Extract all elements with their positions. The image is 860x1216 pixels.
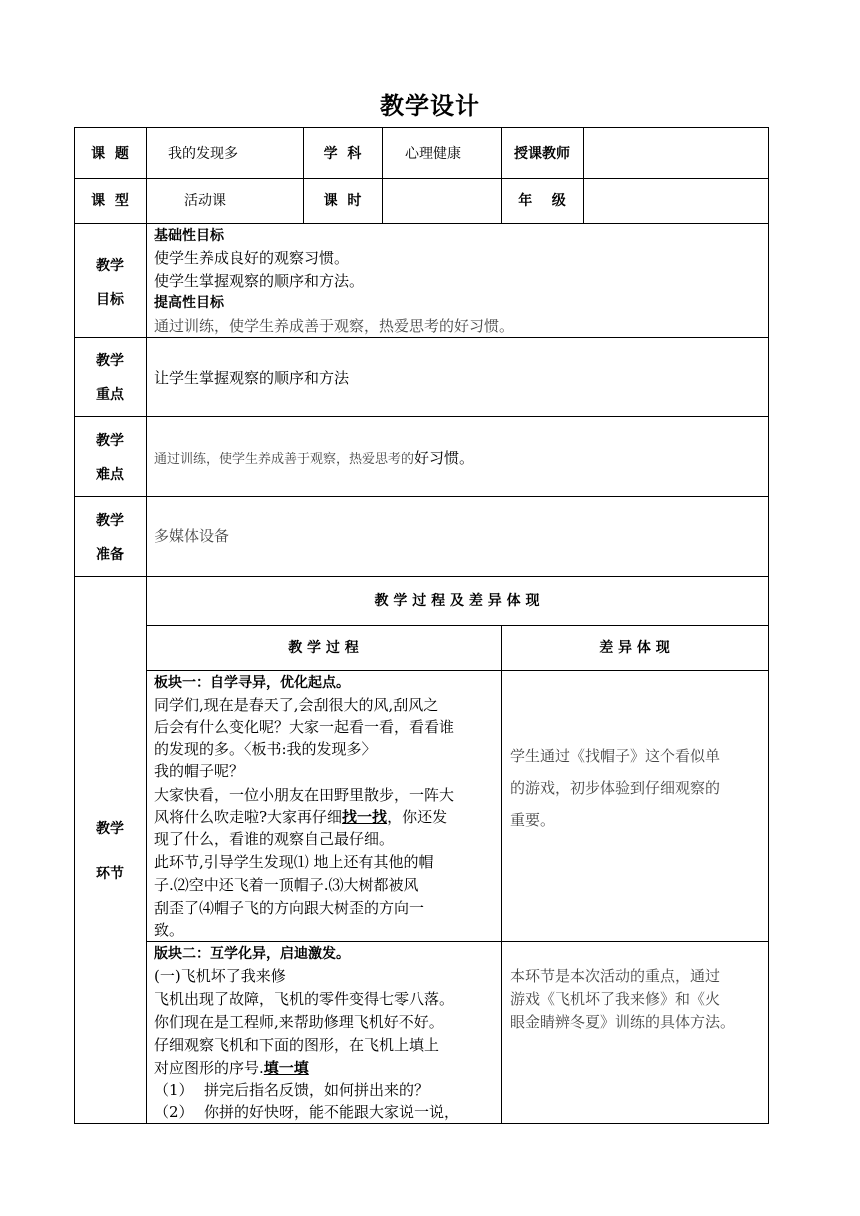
label-teacher: 授课教师 <box>514 146 570 162</box>
col-process-header: 教 学 过 程 <box>288 640 359 656</box>
basic-heading: 基础性目标 <box>154 228 224 244</box>
difficulty-text-a: 通过训练，使学生养成善于观察，热爱思考的 <box>154 452 415 467</box>
block2-line: 仔细观察飞机和下面的图形，在飞机上填上 <box>154 1036 440 1054</box>
block1-line: 现了什么，看谁的观察自己最仔细。 <box>154 830 395 848</box>
process-label-2: 环节 <box>96 866 124 882</box>
prep-label-1: 教学 <box>96 513 124 529</box>
basic-objective-2: 使学生掌握观察的顺序和方法。 <box>154 272 365 290</box>
block1-line: 同学们,现在是春天了,会刮很大的风,刮风之 <box>154 696 439 714</box>
block1-line: 我的帽子呢？ <box>154 762 245 780</box>
label-grade: 年 级 <box>518 193 566 209</box>
block1-line: 大家快看，一位小朋友在田野里散步，一阵大 <box>154 786 455 804</box>
difficulty-label-1: 教学 <box>96 433 124 449</box>
prep-text: 多媒体设备 <box>154 527 230 545</box>
basic-objective-1: 使学生养成良好的观察习惯。 <box>154 249 350 267</box>
fill-it-link: 填一填 <box>263 1059 309 1077</box>
block1-line: 刮歪了⑷帽子飞的方向跟大树歪的方向一 <box>154 899 425 917</box>
block2-line <box>154 1079 429 1101</box>
label-type: 课 型 <box>91 193 129 209</box>
block2-text: 你拼的好快呀，能不能跟大家说一说， <box>204 1103 460 1121</box>
focus-text: 让学生掌握观察的顺序和方法 <box>154 369 350 387</box>
block2-line: 你们现在是工程师,来帮助修理飞机好不好。 <box>154 1013 444 1031</box>
objectives-label-2: 目标 <box>96 292 124 308</box>
block1-line: 子.⑵空中还飞着一顶帽子.⑶大树都被风 <box>154 876 419 894</box>
difficulty-text <box>154 447 474 471</box>
find-it-link: 找一找 <box>342 808 388 826</box>
difficulty-text-b: 好习惯。 <box>414 449 475 467</box>
block2-num: （2） <box>154 1103 194 1121</box>
block2-text: 拼完后指名反馈，如何拼出来的？ <box>204 1081 430 1099</box>
block1-line: 的发现的多。〈板书:我的发现多〉 <box>154 740 377 758</box>
block1-diff: 的游戏，初步体验到仔细观察的 <box>510 779 721 797</box>
block1-diff: 学生通过《找帽子》这个看似单 <box>510 747 721 765</box>
label-topic: 课 题 <box>91 146 129 162</box>
objectives-label-1: 教学 <box>96 258 124 274</box>
block2-diff: 本环节是本次活动的重点，通过 <box>510 967 721 985</box>
block1-line <box>154 806 447 828</box>
prep-label-2: 准备 <box>96 547 124 563</box>
block2-line-a: 对应图形的序号. <box>154 1059 264 1077</box>
advanced-heading: 提高性目标 <box>154 295 224 311</box>
difficulty-label-2: 难点 <box>96 467 124 483</box>
label-hours: 课 时 <box>323 193 362 209</box>
block1-diff: 重要。 <box>510 811 556 829</box>
page-title: 教学设计 <box>380 92 480 120</box>
block2-line: 飞机出现了故障，飞机的零件变得七零八落。 <box>154 990 455 1008</box>
block2-heading: 版块二：互学化异，启迪激发。 <box>154 946 350 962</box>
block1-line-a: 风将什么吹走啦?大家再仔细 <box>154 808 343 826</box>
block1-line-b: ，你还发 <box>387 808 448 826</box>
block1-heading: 板块一：自学寻异，优化起点。 <box>154 675 350 691</box>
block2-num: （1） <box>154 1081 194 1099</box>
block1-line: 此环节,引导学生发现⑴ 地上还有其他的帽 <box>154 853 434 871</box>
topic-value: 我的发现多 <box>168 146 238 162</box>
block2-diff: 游戏《飞机坏了我来修》和《火 <box>510 990 721 1008</box>
block2-diff: 眼金睛辨冬夏》训练的具体方法。 <box>510 1013 736 1031</box>
block2-line: (一)飞机坏了我来修 <box>154 967 286 985</box>
type-value: 活动课 <box>184 193 226 209</box>
process-label-1: 教学 <box>96 821 124 837</box>
block1-line: 后会有什么变化呢？大家一起看一看，看看谁 <box>154 718 455 736</box>
block2-line <box>154 1101 459 1123</box>
focus-label-2: 重点 <box>96 387 124 403</box>
block1-line: 致。 <box>154 921 185 939</box>
subject-value: 心理健康 <box>405 146 461 162</box>
block2-line <box>154 1057 309 1079</box>
col-diff-header: 差 异 体 现 <box>599 640 670 656</box>
label-subject: 学 科 <box>323 146 362 162</box>
advanced-objective-1: 通过训练，使学生养成善于观察，热爱思考的好习惯。 <box>154 317 515 335</box>
focus-label-1: 教学 <box>96 353 124 369</box>
process-section-header: 教 学 过 程 及 差 异 体 现 <box>374 593 540 609</box>
